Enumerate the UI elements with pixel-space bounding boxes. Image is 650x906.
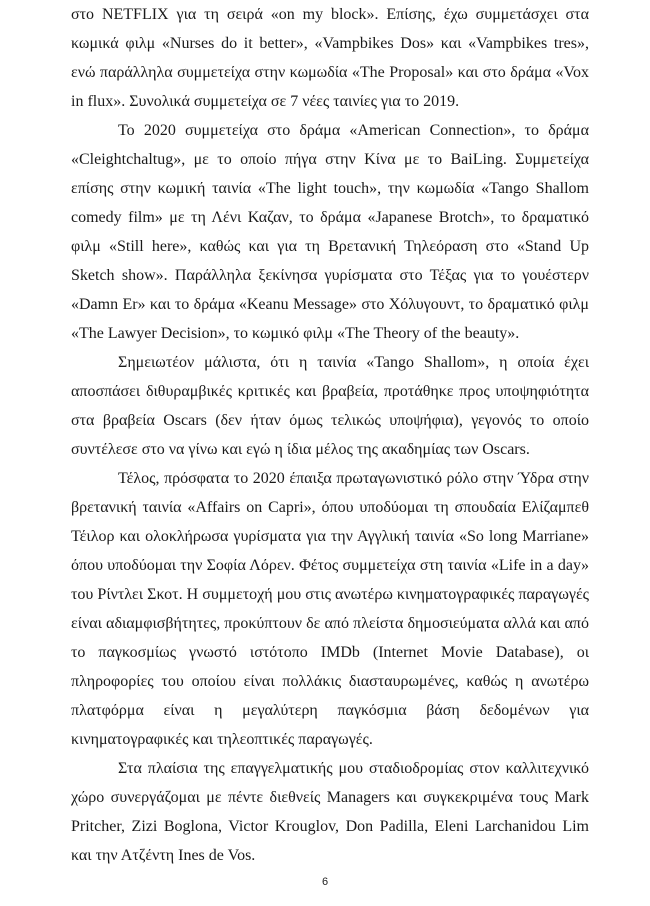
paragraph-2020-films: Το 2020 συμμετείχα στο δράμα «American Connection», το δράμα «Cleightchaltug», με το οποίο πήγα στην Κίνα με το BaiLing. Συμμετείχα επίσης στην κωμική ταινία «The light touch», την κωμωδία «Tango Shallom comedy film» με τη Λένι Καζαν, το δράμα «Japanese Brotch», το δραματικό φιλμ «Still here», καθώς και για τη Βρετανική Τηλεόραση στο «Stand Up Sketch show». Παράλληλα ξεκίνησα γυρίσματα στο Τέξας για το γουέστερν «Damn Er» και το δράμα «Keanu Message» στο Χόλυγουντ, το δραματικό φιλμ «The Lawyer Decision», το κωμικό φιλμ «The Theory of the beauty». <box>71 122 589 342</box>
paragraph-recent-roles-imdb: Τέλος, πρόσφατα το 2020 έπαιξα πρωταγωνιστικό ρόλο στην Ύδρα στην βρετανική ταινία «Affairs on Capri», όπου υποδύομαι τη σπουδαία Ελίζαμπεθ Τέιλορ και ολοκλήρωσα γυρίσματα για την Αγγλική ταινία «So long Marriane» όπου υποδύομαι την Σοφία Λόρεν. Φέτος συμμετείχα στη ταινία «Life in a day» του Ρίντλει Σκοτ. Η συμμετοχή μου στις ανωτέρω κινηματογραφικές παραγωγές είναι αδιαμφισβήτητες, προκύπτουν δε από πλείστα δημοσιεύματα αλλά και από το παγκοσμίως γνωστό ιστότοπο IMDb (Internet Movie Database), οι πληροφορίες του οποίου είναι πολλάκις διασταυρωμένες, καθώς η ανωτέρω πλατφόρμα είναι η μεγαλύτερη παγκόσμια βάση δεδομένων για κινηματογραφικές και τηλεοπτικές παραγωγές. <box>71 470 589 748</box>
paragraph-netflix-2019: στο NETFLIX για τη σειρά «on my block». Επίσης, έχω συμμετάσχει στα κωμικά φιλμ «Nurses do it better», «Vampbikes Dos» και «Vampbikes tres», ενώ παράλληλα συμμετείχα στην κωμωδία «The Proposal» και στο δράμα «Vox in flux». Συνολικά συμμετείχα σε 7 νέες ταινίες για το 2019. <box>71 6 589 110</box>
document-page <box>71 0 589 870</box>
paragraph-oscars-nomination: Σημειωτέον μάλιστα, ότι η ταινία «Tango Shallom», η οποία έχει αποσπάσει διθυραμβικές κριτικές και βραβεία, προτάθηκε προς υποψηφιότητα στα βραβεία Oscars (δεν ήταν όμως τελικώς υποψήφια), γεγονός το οποίο συντέλεσε στο να γίνω και εγώ η ίδια μέλος της ακαδημίας των Oscars. <box>71 354 589 458</box>
paragraph-managers: Στα πλαίσια της επαγγελματικής μου σταδιοδρομίας στον καλλιτεχνικό χώρο συνεργάζομαι με πέντε διεθνείς Managers και συγκεκριμένα τους Mark Pritcher, Zizi Boglona, Victor Krouglov, Don Padilla, Eleni Larchanidou Lim και την Ατζέντη Ines de Vos. <box>71 760 589 864</box>
page-number: 6 <box>321 876 329 888</box>
